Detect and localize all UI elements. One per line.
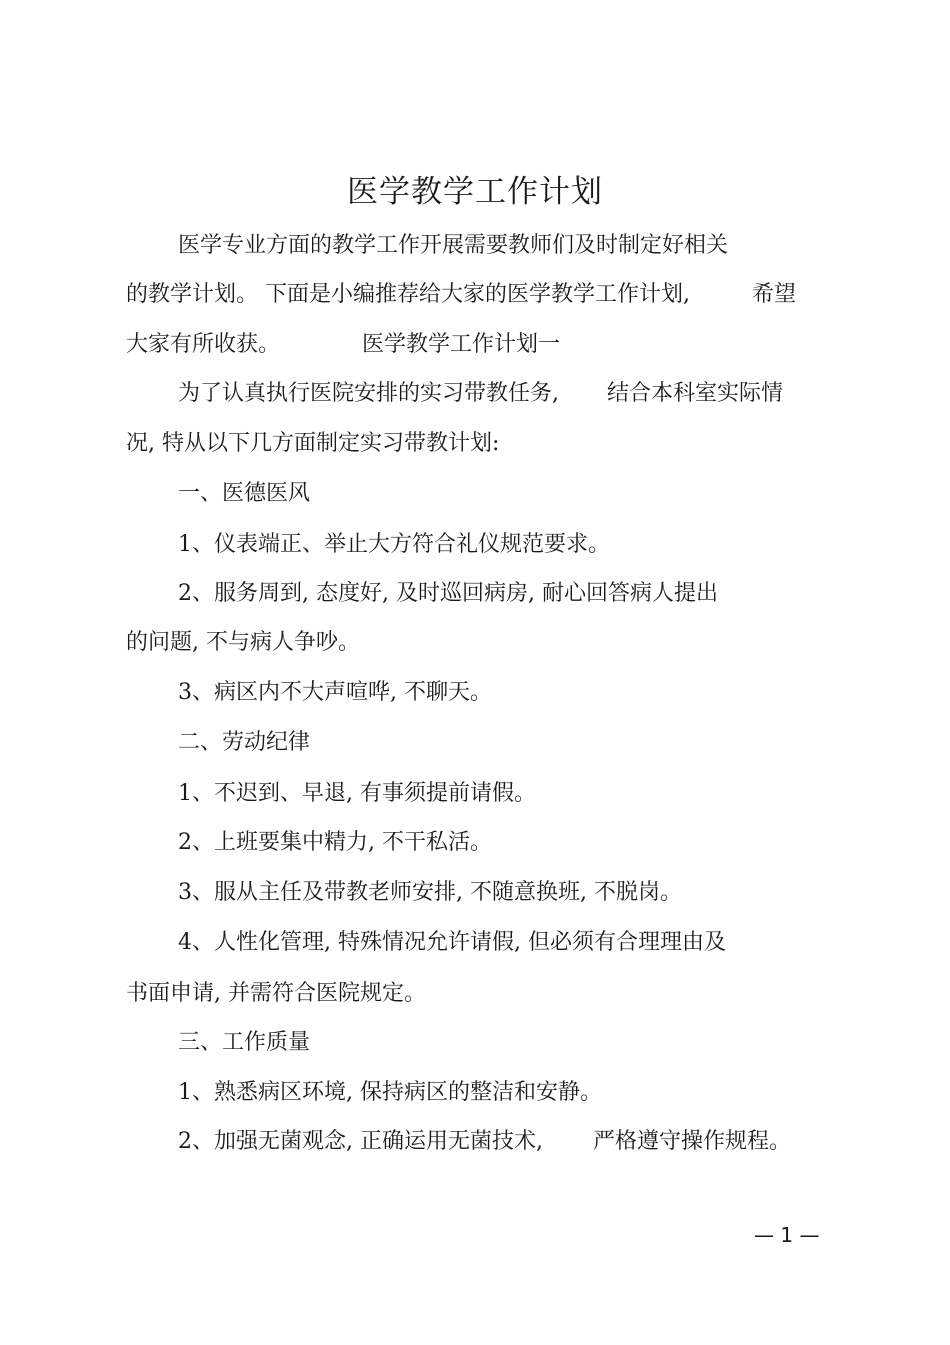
paragraph-1-line-1-tail: 结合本科室实际情 bbox=[607, 381, 784, 406]
section-3-item-2 bbox=[178, 1127, 791, 1157]
section-2-item-1: 1、不迟到、早退, 有事须提前请假。 bbox=[178, 781, 536, 806]
section-1-heading: 一、医德医风 bbox=[178, 481, 311, 506]
section-2-item-4: 4、人性化管理, 特殊情况允许请假, 但必须有合理理由及 bbox=[178, 930, 726, 955]
section-2-item-2: 2、上班要集中精力, 不干私活。 bbox=[178, 830, 492, 855]
section-1-item-1: 1、仪表端正、举止大方符合礼仪规范要求。 bbox=[178, 532, 610, 557]
document-title: 医学教学工作计划 bbox=[347, 174, 603, 210]
section-1-item-3: 3、病区内不大声喧哗, 不聊天。 bbox=[178, 680, 492, 705]
intro-line-1: 医学专业方面的教学工作开展需要教师们及时制定好相关 bbox=[178, 233, 729, 258]
plan-one-heading: 医学教学工作计划一 bbox=[362, 332, 561, 357]
section-2-item-4-cont: 书面申请, 并需符合医院规定。 bbox=[126, 981, 426, 1006]
paragraph-1-line-1-text: 为了认真执行医院安排的实习带教任务, bbox=[178, 381, 559, 406]
page-number: — 1 — bbox=[754, 1223, 820, 1247]
intro-line-3-text: 大家有所收获。 bbox=[126, 332, 281, 357]
intro-line-2 bbox=[126, 280, 796, 310]
section-3-item-1: 1、熟悉病区环境, 保持病区的整洁和安静。 bbox=[178, 1080, 602, 1105]
intro-line-2-tail: 希望 bbox=[752, 282, 797, 307]
section-2-item-3: 3、服从主任及带教老师安排, 不随意换班, 不脱岗。 bbox=[178, 880, 682, 905]
section-3-item-2-tail: 严格遵守操作规程。 bbox=[592, 1129, 791, 1154]
section-3-heading: 三、工作质量 bbox=[178, 1030, 311, 1055]
section-3-item-2-text: 2、加强无菌观念, 正确运用无菌技术, bbox=[178, 1129, 543, 1154]
paragraph-1-line-2: 况, 特从以下几方面制定实习带教计划: bbox=[126, 431, 500, 456]
section-2-heading: 二、劳动纪律 bbox=[178, 730, 311, 755]
intro-line-2-text: 的教学计划。 下面是小编推荐给大家的医学教学工作计划, bbox=[126, 282, 690, 307]
section-1-item-2: 2、服务周到, 态度好, 及时巡回病房, 耐心回答病人提出 bbox=[178, 581, 718, 606]
paragraph-1-line-1 bbox=[178, 379, 783, 409]
intro-line-3 bbox=[126, 330, 560, 360]
section-1-item-2-cont: 的问题, 不与病人争吵。 bbox=[126, 630, 360, 655]
